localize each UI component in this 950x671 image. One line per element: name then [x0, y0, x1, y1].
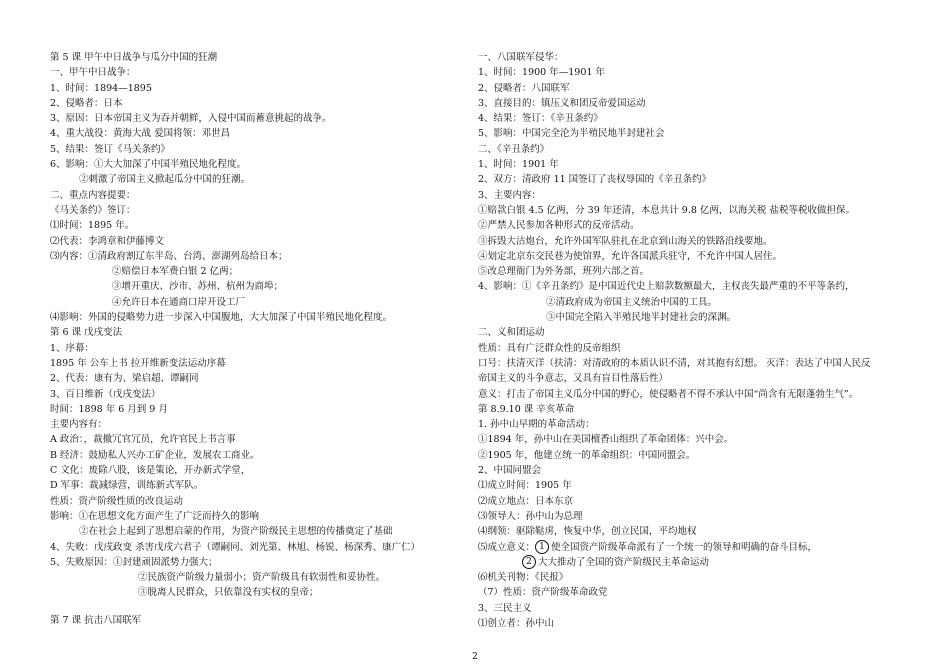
text-line: ①1894 年，孙中山在美国檀香山组织了革命团体：兴中会。	[478, 434, 734, 446]
text-line	[478, 555, 918, 570]
text-line: ②民族资产阶级力量弱小；资产阶级具有软弱性和妥协性。	[138, 572, 386, 584]
text-line: 3、百日维新（戊戌变法）	[50, 388, 161, 400]
text-line: ⑵代表：李鸿章和伊藤博文	[50, 235, 165, 247]
text-line: ⑷纲领：驱除鞑虏，恢复中华，创立民国，平均地权	[478, 526, 697, 538]
text-line: ⑶内容：①清政府割辽东半岛、台湾、澎湖列岛给日本；	[50, 250, 288, 262]
text-line: 4、失败：戊戌政变 杀害戊戌六君子（谭嗣同、刘光第、林旭、杨锐、杨深秀、康广仁）	[50, 541, 421, 553]
text-line: D 军事：裁减绿营，训练新式军队。	[50, 480, 204, 492]
text-line: 6、影响：①大大加深了中国半殖民地化程度。	[50, 159, 247, 171]
text-line: 《马关条约》签订：	[50, 204, 136, 216]
text-line: ⑴成立时间：1905 年	[478, 480, 572, 492]
text-line: 性质：资产阶级性质的改良运动	[50, 495, 184, 507]
text-line: 1、序幕：	[50, 342, 95, 354]
text-line: 第 7 课 抗击八国联军	[50, 614, 142, 626]
text-line: ②1905 年，他建立统一的革命组织：中国同盟会。	[478, 449, 696, 461]
text-line: 帝国主义的斗争意志，又具有盲目性落后性）	[478, 373, 669, 385]
text-line: 时间：1898 年 6 月到 9 月	[50, 403, 168, 415]
text-line: 2、代表：康有为、梁启超、谭嗣同	[50, 373, 199, 385]
text-line	[478, 540, 918, 555]
circled-number: 2	[522, 555, 536, 569]
text-line: 2、中国同盟会	[478, 465, 542, 477]
spacer	[50, 601, 470, 613]
text-line: 一、甲午中日战争：	[50, 67, 136, 79]
text-line: 一、八国联军侵华：	[478, 52, 564, 63]
text-line: 口号：扶清灭洋（扶清：对清政府的本质认识不清，对其抱有幻想。 灭洋：表达了中国人民反	[478, 357, 871, 369]
text-line: ⑶领导人：孙中山为总理	[478, 510, 583, 522]
text-line: 5、结果：签订《马关条约》	[50, 143, 171, 155]
text-line: 二、《辛丑条约》	[478, 143, 550, 155]
text-line: 意义：打击了帝国主义瓜分中国的野心，使侵略者不得不承认中国“尚含有无限蓬勃生气”。	[478, 388, 859, 400]
text-line: 2、侵略者：八国联军	[478, 82, 570, 94]
text-line: ②赔偿日本军费白银 2 亿两；	[112, 266, 239, 278]
text-line: ③拆毁大沽炮台，允许外国军队驻扎在北京到山海关的铁路沿线要地。	[478, 235, 773, 247]
text-line: 二、义和团运动	[478, 327, 545, 339]
text-line: 1895 年 公车上书 拉开维新变法运动序幕	[50, 357, 226, 369]
text-line: 第 6 课 戊戌变法	[50, 327, 123, 339]
page-number: 2	[472, 652, 478, 662]
text-line: 性质：具有广泛群众性的反帝组织	[478, 342, 621, 354]
text-line: （7）性质：资产阶级革命政党	[478, 587, 608, 599]
text-line: 1. 孙中山早期的革命活动：	[478, 419, 595, 431]
left-column	[50, 50, 470, 628]
text-line: 1、时间：1894—1895	[50, 82, 152, 94]
text-line: 3、三民主义	[478, 602, 532, 614]
text-line: 5、失败原因：①封建顽固派势力强大；	[50, 556, 218, 568]
text-line: ⑷影响：外国的侵略势力进一步深入中国腹地，大大加深了中国半殖民地化程度。	[50, 312, 393, 324]
text-line: 4、影响：①《辛丑条约》是中国近代史上赔款数额最大，主权丧失最严重的不平等条约，	[478, 281, 855, 293]
text-line: ②严禁人民参加各种形式的反帝活动。	[478, 220, 640, 232]
right-column	[478, 50, 918, 631]
text-line: ⑴时间：1895 年。	[50, 220, 135, 232]
text-line: ②在社会上起到了思想启蒙的作用，为资产阶级民主思想的传播奠定了基础	[79, 526, 393, 538]
text-line: 主要内容有：	[50, 419, 108, 431]
circled-number: 1	[535, 540, 549, 554]
text-line: ①赔款白银 4.5 亿两，分 39 年还清，本息共计 9.8 亿两，以海关税 盐税等税收做担保。	[478, 204, 855, 216]
text-line: C 文化：废除八股，该是策论，开办新式学堂，	[50, 465, 251, 477]
text-line: ④允许日本在通商口岸开设工厂	[112, 296, 246, 308]
text-line: ②刺激了帝国主义掀起瓜分中国的狂潮。	[79, 174, 251, 186]
text-line: ③增开重庆、沙市、苏州、杭州为商埠；	[112, 281, 284, 293]
text-line: 1、时间：1900 年—1901 年	[478, 67, 605, 79]
text-line: ⑴创立者：孙中山	[478, 617, 555, 629]
text-line: 1、时间：1901 年	[478, 159, 559, 171]
line-text: 使全国资产阶级革命派有了一个统一的领导和明确的奋斗目标，	[551, 541, 818, 553]
text-line: 4、结果：签订：《辛丑条约》	[478, 113, 603, 125]
text-line: 4、重大战役：黄海大战 爱国将领：邓世昌	[50, 128, 231, 140]
text-line: ②清政府成为帝国主义统治中国的工具。	[546, 296, 718, 308]
text-line: ④划定北京东交民巷为使馆界，允许各国派兵驻守，不允许中国人居住。	[478, 250, 783, 262]
line-prefix: ⑸成立意义：	[478, 541, 536, 553]
text-line: 3、直接目的：镇压义和团反帝爱国运动	[478, 97, 646, 109]
text-line: 2、双方：清政府 11 国签订了丧权辱国的《辛丑条约》	[478, 174, 712, 186]
text-line: 3、主要内容：	[478, 189, 542, 201]
text-line: 影响：①在思想文化方面产生了广泛而持久的影响	[50, 510, 260, 522]
text-line: 第 8.9.10 课 辛亥革命	[478, 403, 575, 415]
text-line: B 经济：鼓励私人兴办工矿企业，发展农工商业。	[50, 449, 260, 461]
text-line: ⑵成立地点：日本东京	[478, 495, 574, 507]
text-line: 第 5 课 甲午中日战争与瓜分中国的狂潮	[50, 52, 218, 63]
text-line: ⑹机关刊物：《民报》	[478, 572, 569, 584]
text-line: 5、影响：中国完全沦为半殖民地半封建社会	[478, 128, 665, 140]
line-text: 大大推动了全国的资产阶级民主革命运动	[538, 556, 710, 568]
text-line: ③中国完全陷入半殖民地半封建社会的深渊。	[546, 312, 737, 324]
text-line: 2、侵略者：日本	[50, 97, 123, 109]
text-line: 二、重点内容提要：	[50, 189, 136, 201]
text-line: A 政治：，裁撤冗官冗员，允许官民上书言事	[50, 434, 236, 446]
text-line: ③脱离人民群众，只依靠没有实权的皇帝；	[138, 587, 319, 599]
text-line: ⑤改总理衙门为外务部，班列六部之首。	[478, 266, 650, 278]
text-line: 3、原因：日本帝国主义为吞并朝鲜，入侵中国而蓄意挑起的战争。	[50, 113, 332, 125]
